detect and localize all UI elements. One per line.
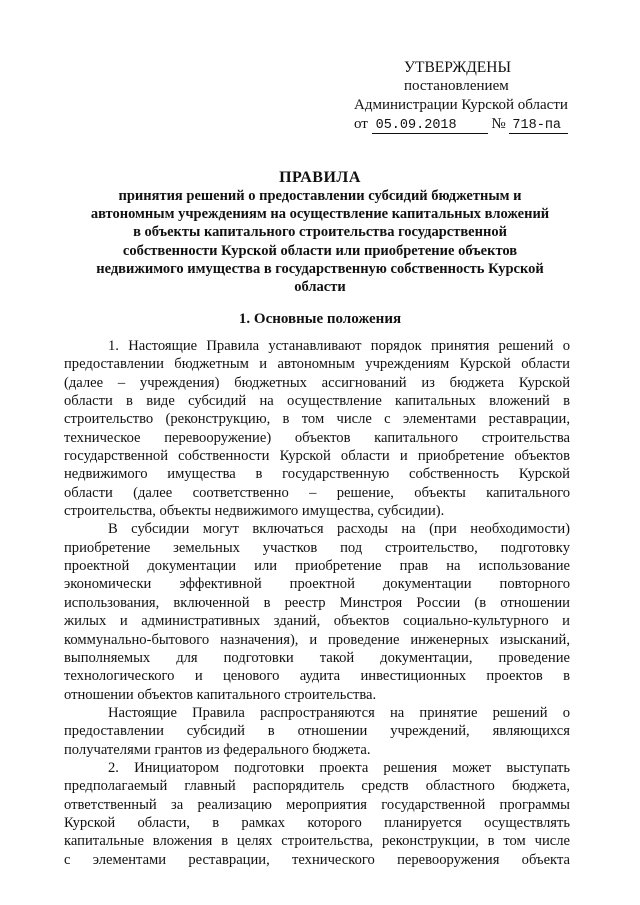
body-line: 1. Настоящие Правила устанавливают порядок принятия решений о [108,338,570,354]
body-line: области (далее соответственно – решение, объекты капитального [64,484,570,501]
date-prefix: от [354,116,368,132]
document-subtitle [70,187,570,296]
body-line: технологического и ценового аудита инвестиционных проектов в [64,668,570,685]
document-title: ПРАВИЛА [279,169,361,186]
subtitle-line: автономным учреждениям на осуществление капитальных вложений [90,206,550,223]
approval-title: УТВЕРЖДЕНЫ [404,59,511,76]
subtitle-line: недвижимого имущества в государственную собственность Курской [96,260,544,277]
body-line: государственной собственности Курской области и приобретение объектов [64,448,570,465]
approval-date: 05.09.2018 [372,118,488,134]
subtitle-line: в объекты капитального строительства государственной [133,224,507,241]
body-line: жилых и административных зданий, объектов социально-культурного и [64,613,570,630]
body-line: Курской области, в рамках которого планируется осуществлять [64,814,570,831]
body-line: выполняемых для подготовки такой документации, проведение [64,649,570,666]
body-line: получателями грантов из федерального бюджета. [64,741,371,758]
body-line: отношении объектов капитального строительства. [64,686,377,703]
subtitle-line: принятия решений о предоставлении субсидий бюджетным и [118,188,522,204]
subtitle-line: области [294,279,346,296]
body-line: приобретение земельных участков под строительство, подготовку [64,539,570,556]
body-line: 2. Инициатором подготовки проекта решения может выступать [108,759,570,776]
body-line: Настоящие Правила распространяются на принятие решений о [108,704,570,721]
body-line: (далее – учреждения) бюджетных ассигнований из бюджета Курской [64,374,570,391]
approval-date-line [340,115,576,134]
body-line: предоставлении бюджетным и автономным учреждениям Курской области [64,356,570,373]
body-line: техническое перевооружение) объектов капитального строительства [64,429,570,446]
approval-number: 718-па [509,118,568,134]
body-line: недвижимого имущества в государственную собственность Курской [64,466,570,483]
number-prefix: № [491,116,506,132]
approval-authority: Администрации Курской области [354,97,568,113]
body-line: экономически эффективной проектной документации повторного [64,576,570,593]
approval-decree: постановлением [404,78,509,94]
document-heading [70,168,570,296]
body-line: В субсидии могут включаться расходы на (при необходимости) [108,521,570,538]
body-line: проектной документации или приобретение прав на использование [64,558,570,575]
body-line: предоставлении субсидий в отношении учреждений, являющихся [64,723,570,740]
body-line: использования, включенной в реестр Минстроя России (в отношении [64,594,570,611]
body-line: с элементами реставрации, технического перевооружения объекта [64,851,570,868]
body-line: строительство (реконструкцию, в том числе с элементами реставрации, [64,411,570,428]
body-line: коммунально-бытового назначения), и проведение инженерных изысканий, [64,631,570,648]
body-line: предполагаемый главный распорядитель средств областного бюджета, [64,778,570,795]
approval-stamp [340,58,576,134]
section-title: 1. Основные положения [238,311,402,327]
body-line: капитальные вложения в целях строительства, реконструкции, в том числе [64,833,570,850]
body-line: области в виде субсидий на осуществление капитальных вложений в [64,393,570,410]
subtitle-line: собственности Курской области или приобретение объектов [122,242,518,259]
body-line: строительства, объекты недвижимого имущества, субсидии). [64,503,445,520]
document-body [64,337,570,869]
body-line: ответственный за реализацию мероприятия государственной программы [64,796,570,813]
